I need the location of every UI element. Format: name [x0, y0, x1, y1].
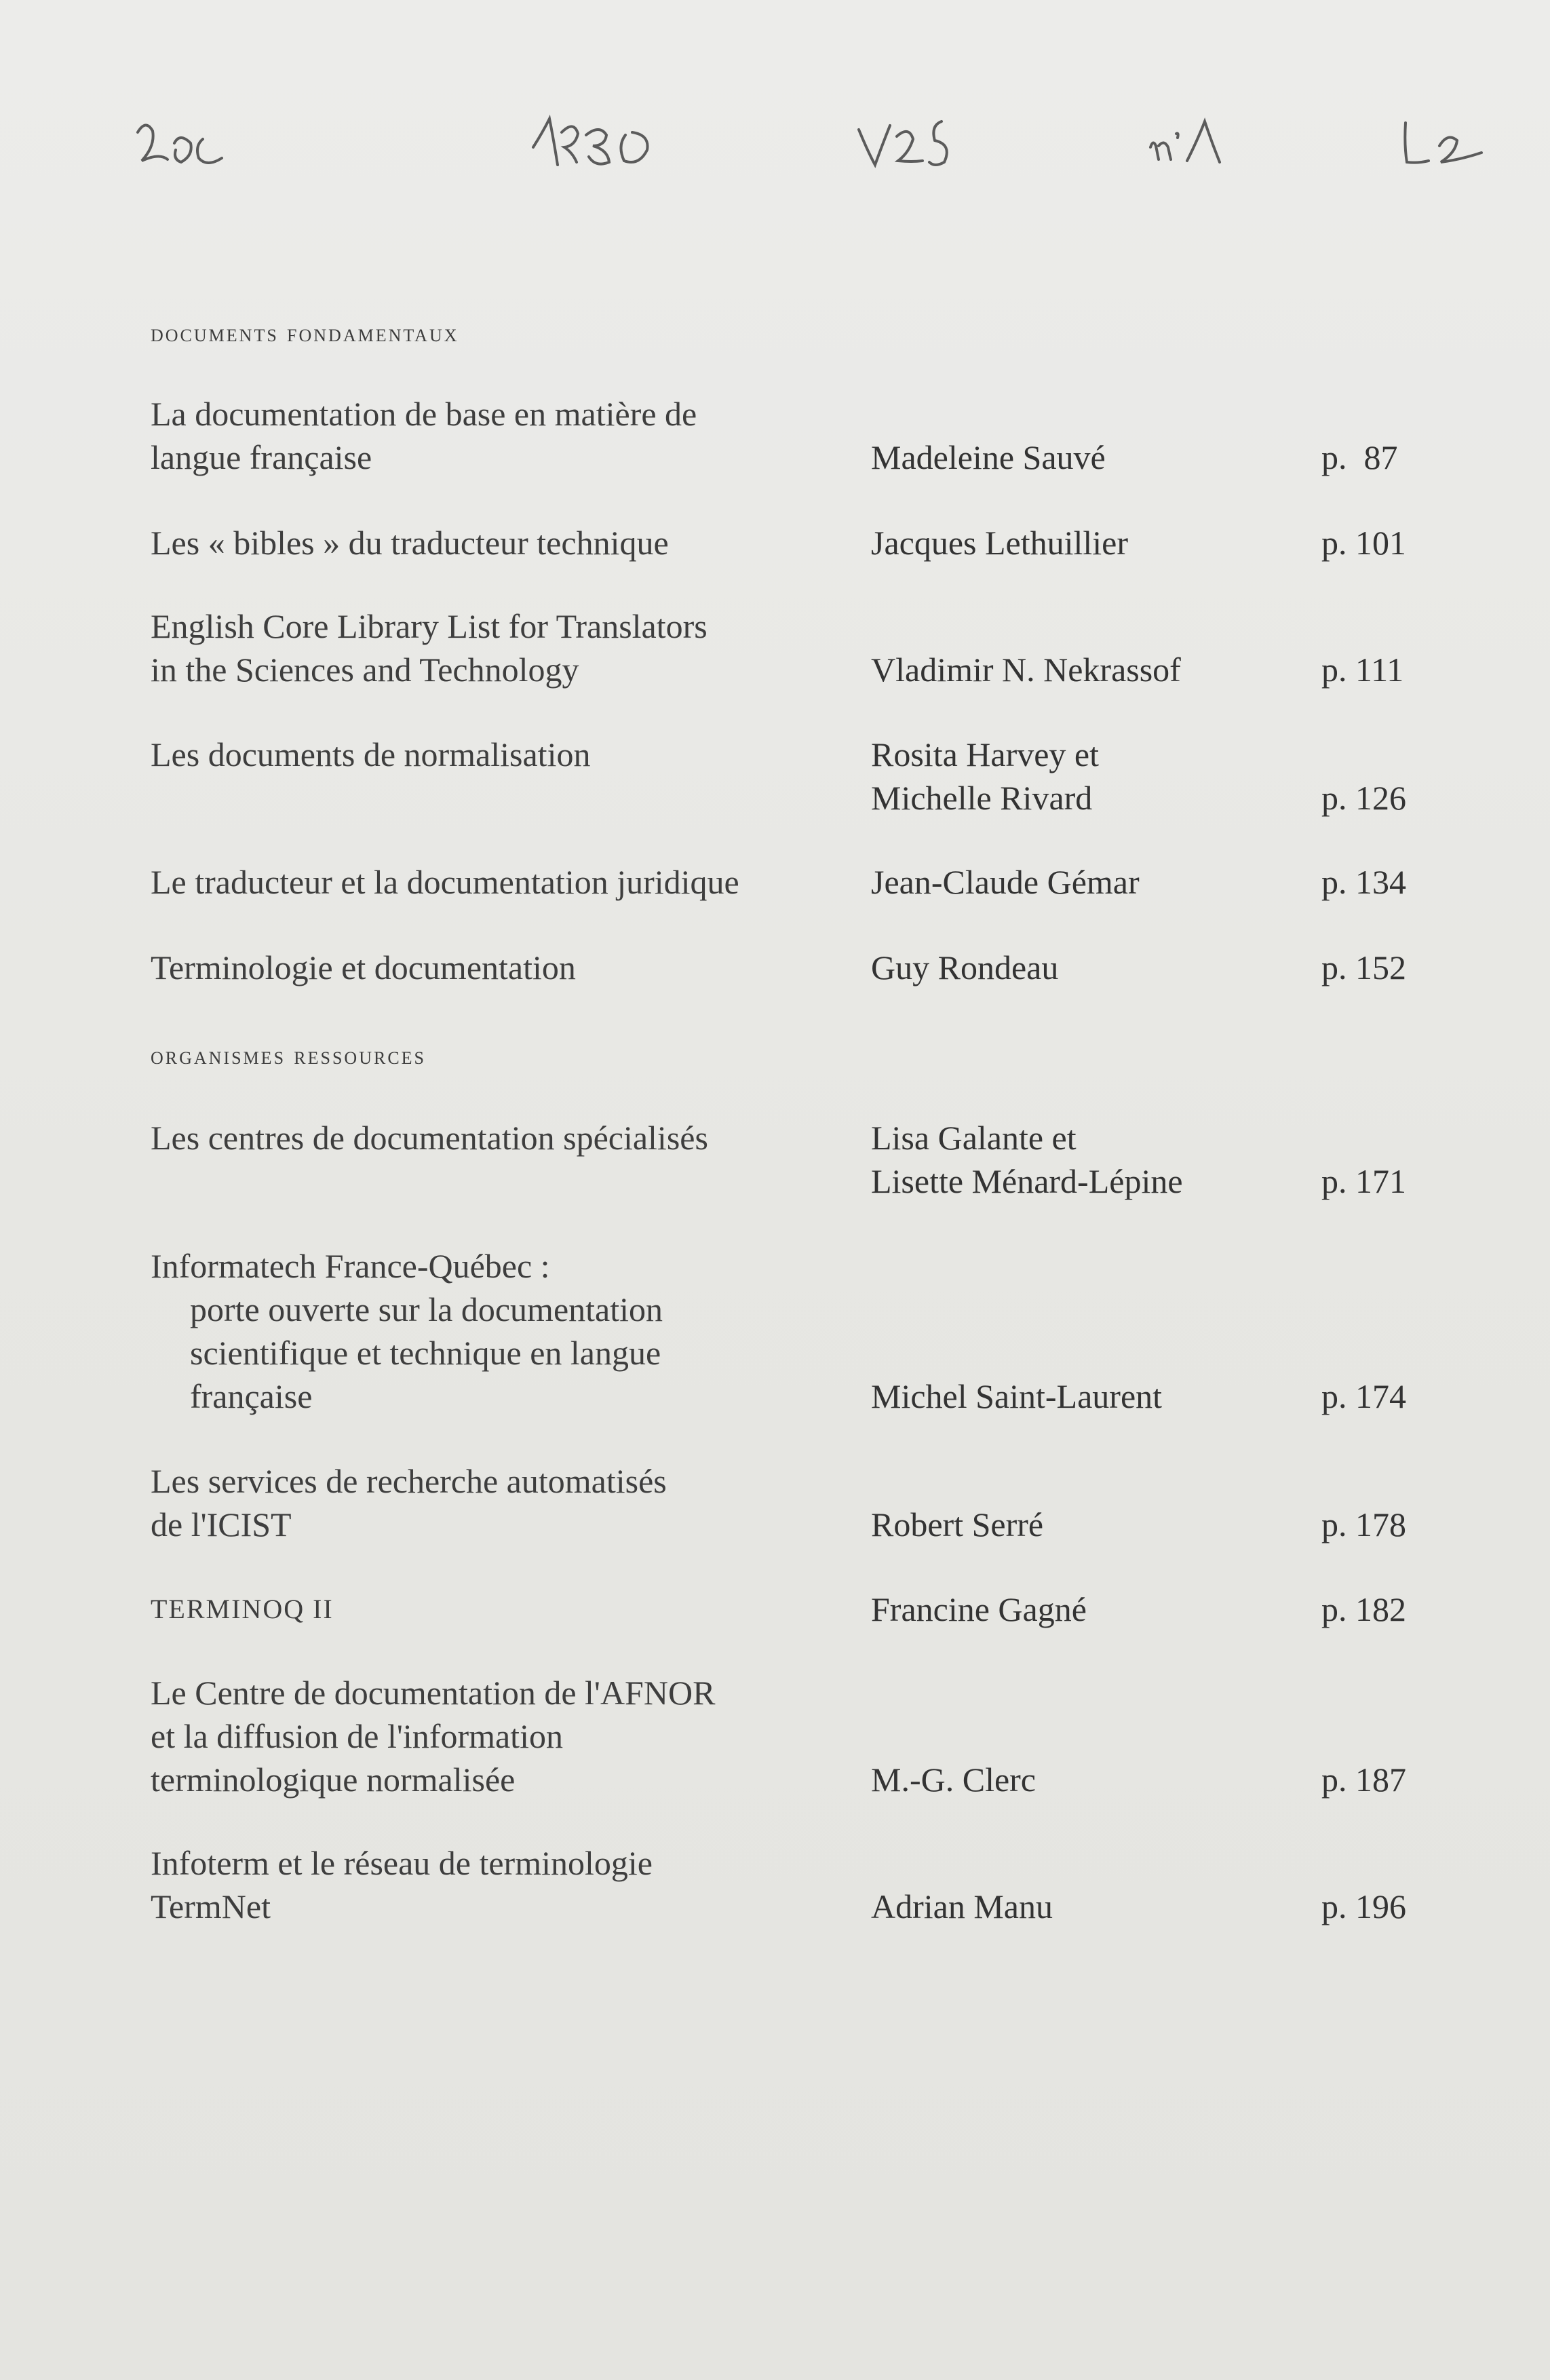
entry-title: [151, 1671, 842, 1801]
entry-author: Jean-Claude Gémar: [871, 863, 1140, 901]
entry-title-line: française: [190, 1377, 313, 1415]
entry-page-number: p. 196: [1321, 1887, 1406, 1925]
entry-page-number: p. 111: [1321, 651, 1404, 689]
entry-title: [151, 521, 842, 564]
entry-page-number: p. 87: [1321, 438, 1398, 476]
entry-title-line: Les centres de documentation spécialisés: [151, 1119, 708, 1157]
entry-title-line: terminologique normalisée: [151, 1761, 516, 1799]
entry-title: [151, 1459, 842, 1546]
entry-page-number: p. 171: [1321, 1162, 1406, 1200]
entry-author: M.-G. Clerc: [871, 1761, 1036, 1799]
entry-author-line: Rosita Harvey et: [871, 735, 1100, 773]
handwritten-scribble-1: [132, 105, 248, 180]
entry-author-line: Lisette Ménard-Lépine: [871, 1162, 1183, 1200]
entry-title-line: et la diffusion de l'information: [151, 1717, 563, 1755]
entry-title: [151, 946, 842, 989]
entry-title-line: Terminologie et documentation: [151, 948, 576, 986]
handwritten-scribble-2: [530, 105, 666, 180]
entry-title-line: English Core Library List for Translators: [151, 607, 708, 645]
entry-page-number: p. 178: [1321, 1505, 1406, 1543]
entry-page-number: p. 187: [1321, 1761, 1406, 1799]
entry-title-line: de l'ICIST: [151, 1505, 292, 1543]
entry-title: [151, 1588, 842, 1631]
entry-title-line: scientifique et technique en langue: [190, 1334, 661, 1372]
entry-author-line: Lisa Galante et: [871, 1119, 1077, 1157]
entry-title-line: Informatech France-Québec :: [151, 1247, 550, 1285]
handwritten-scribble-4: [1146, 105, 1241, 180]
entry-author-line: Michelle Rivard: [871, 779, 1093, 817]
entry-page-number: p. 134: [1321, 863, 1406, 901]
entry-page-number: p. 182: [1321, 1590, 1406, 1628]
section-heading-documents-fondamentaux: documents fondamentaux: [151, 320, 459, 347]
entry-page-number: p. 126: [1321, 779, 1406, 817]
entry-title-line: in the Sciences and Technology: [151, 651, 579, 689]
entry-author: Robert Serré: [871, 1505, 1044, 1543]
handwritten-scribble-5: [1397, 105, 1492, 180]
entry-page-number: p. 152: [1321, 948, 1406, 986]
handwritten-annotation-2: [530, 105, 666, 187]
entry-author: Jacques Lethuillier: [871, 524, 1129, 562]
entry-title-line: porte ouverte sur la documentation: [190, 1290, 663, 1328]
entry-page-number: p. 174: [1321, 1377, 1406, 1415]
entry-title: [151, 733, 842, 776]
entry-title-line: Les documents de normalisation: [151, 735, 591, 773]
entry-author: Guy Rondeau: [871, 948, 1059, 986]
handwritten-annotation-3: [855, 105, 970, 187]
handwritten-annotation-1: [132, 105, 248, 187]
entry-author: Adrian Manu: [871, 1887, 1053, 1925]
entry-author: Madeleine Sauvé: [871, 438, 1106, 476]
handwritten-annotation-4: [1146, 105, 1241, 187]
entry-title-line: Le traducteur et la documentation juridique: [151, 863, 739, 901]
entry-title-line: Les « bibles » du traducteur technique: [151, 524, 669, 562]
entry-author: Michel Saint-Laurent: [871, 1377, 1163, 1415]
entry-title: [151, 1116, 842, 1159]
section-heading-organismes-ressources: organismes ressources: [151, 1042, 426, 1070]
handwritten-scribble-3: [855, 105, 970, 180]
entry-title-line: Infoterm et le réseau de terminologie: [151, 1844, 653, 1882]
entry-title-line: TERMINOQ II: [151, 1594, 334, 1624]
entry-author: Vladimir N. Nekrassof: [871, 651, 1181, 689]
entry-title: [151, 392, 842, 479]
entry-author: Francine Gagné: [871, 1590, 1087, 1628]
entry-title-line: langue française: [151, 438, 372, 476]
entry-title-line: TermNet: [151, 1887, 271, 1925]
entry-page-number: p. 101: [1321, 524, 1406, 562]
entry-title-line: Le Centre de documentation de l'AFNOR: [151, 1674, 716, 1712]
entry-title-line: Les services de recherche automatisés: [151, 1462, 667, 1500]
entry-title: [151, 1841, 842, 1928]
entry-author: [871, 733, 1292, 820]
entry-author: [871, 1116, 1292, 1203]
entry-title-line: La documentation de base en matière de: [151, 395, 697, 433]
handwritten-annotation-5: [1397, 105, 1492, 187]
entry-title: [151, 860, 842, 904]
entry-title: [151, 1244, 842, 1418]
entry-title: [151, 604, 842, 691]
